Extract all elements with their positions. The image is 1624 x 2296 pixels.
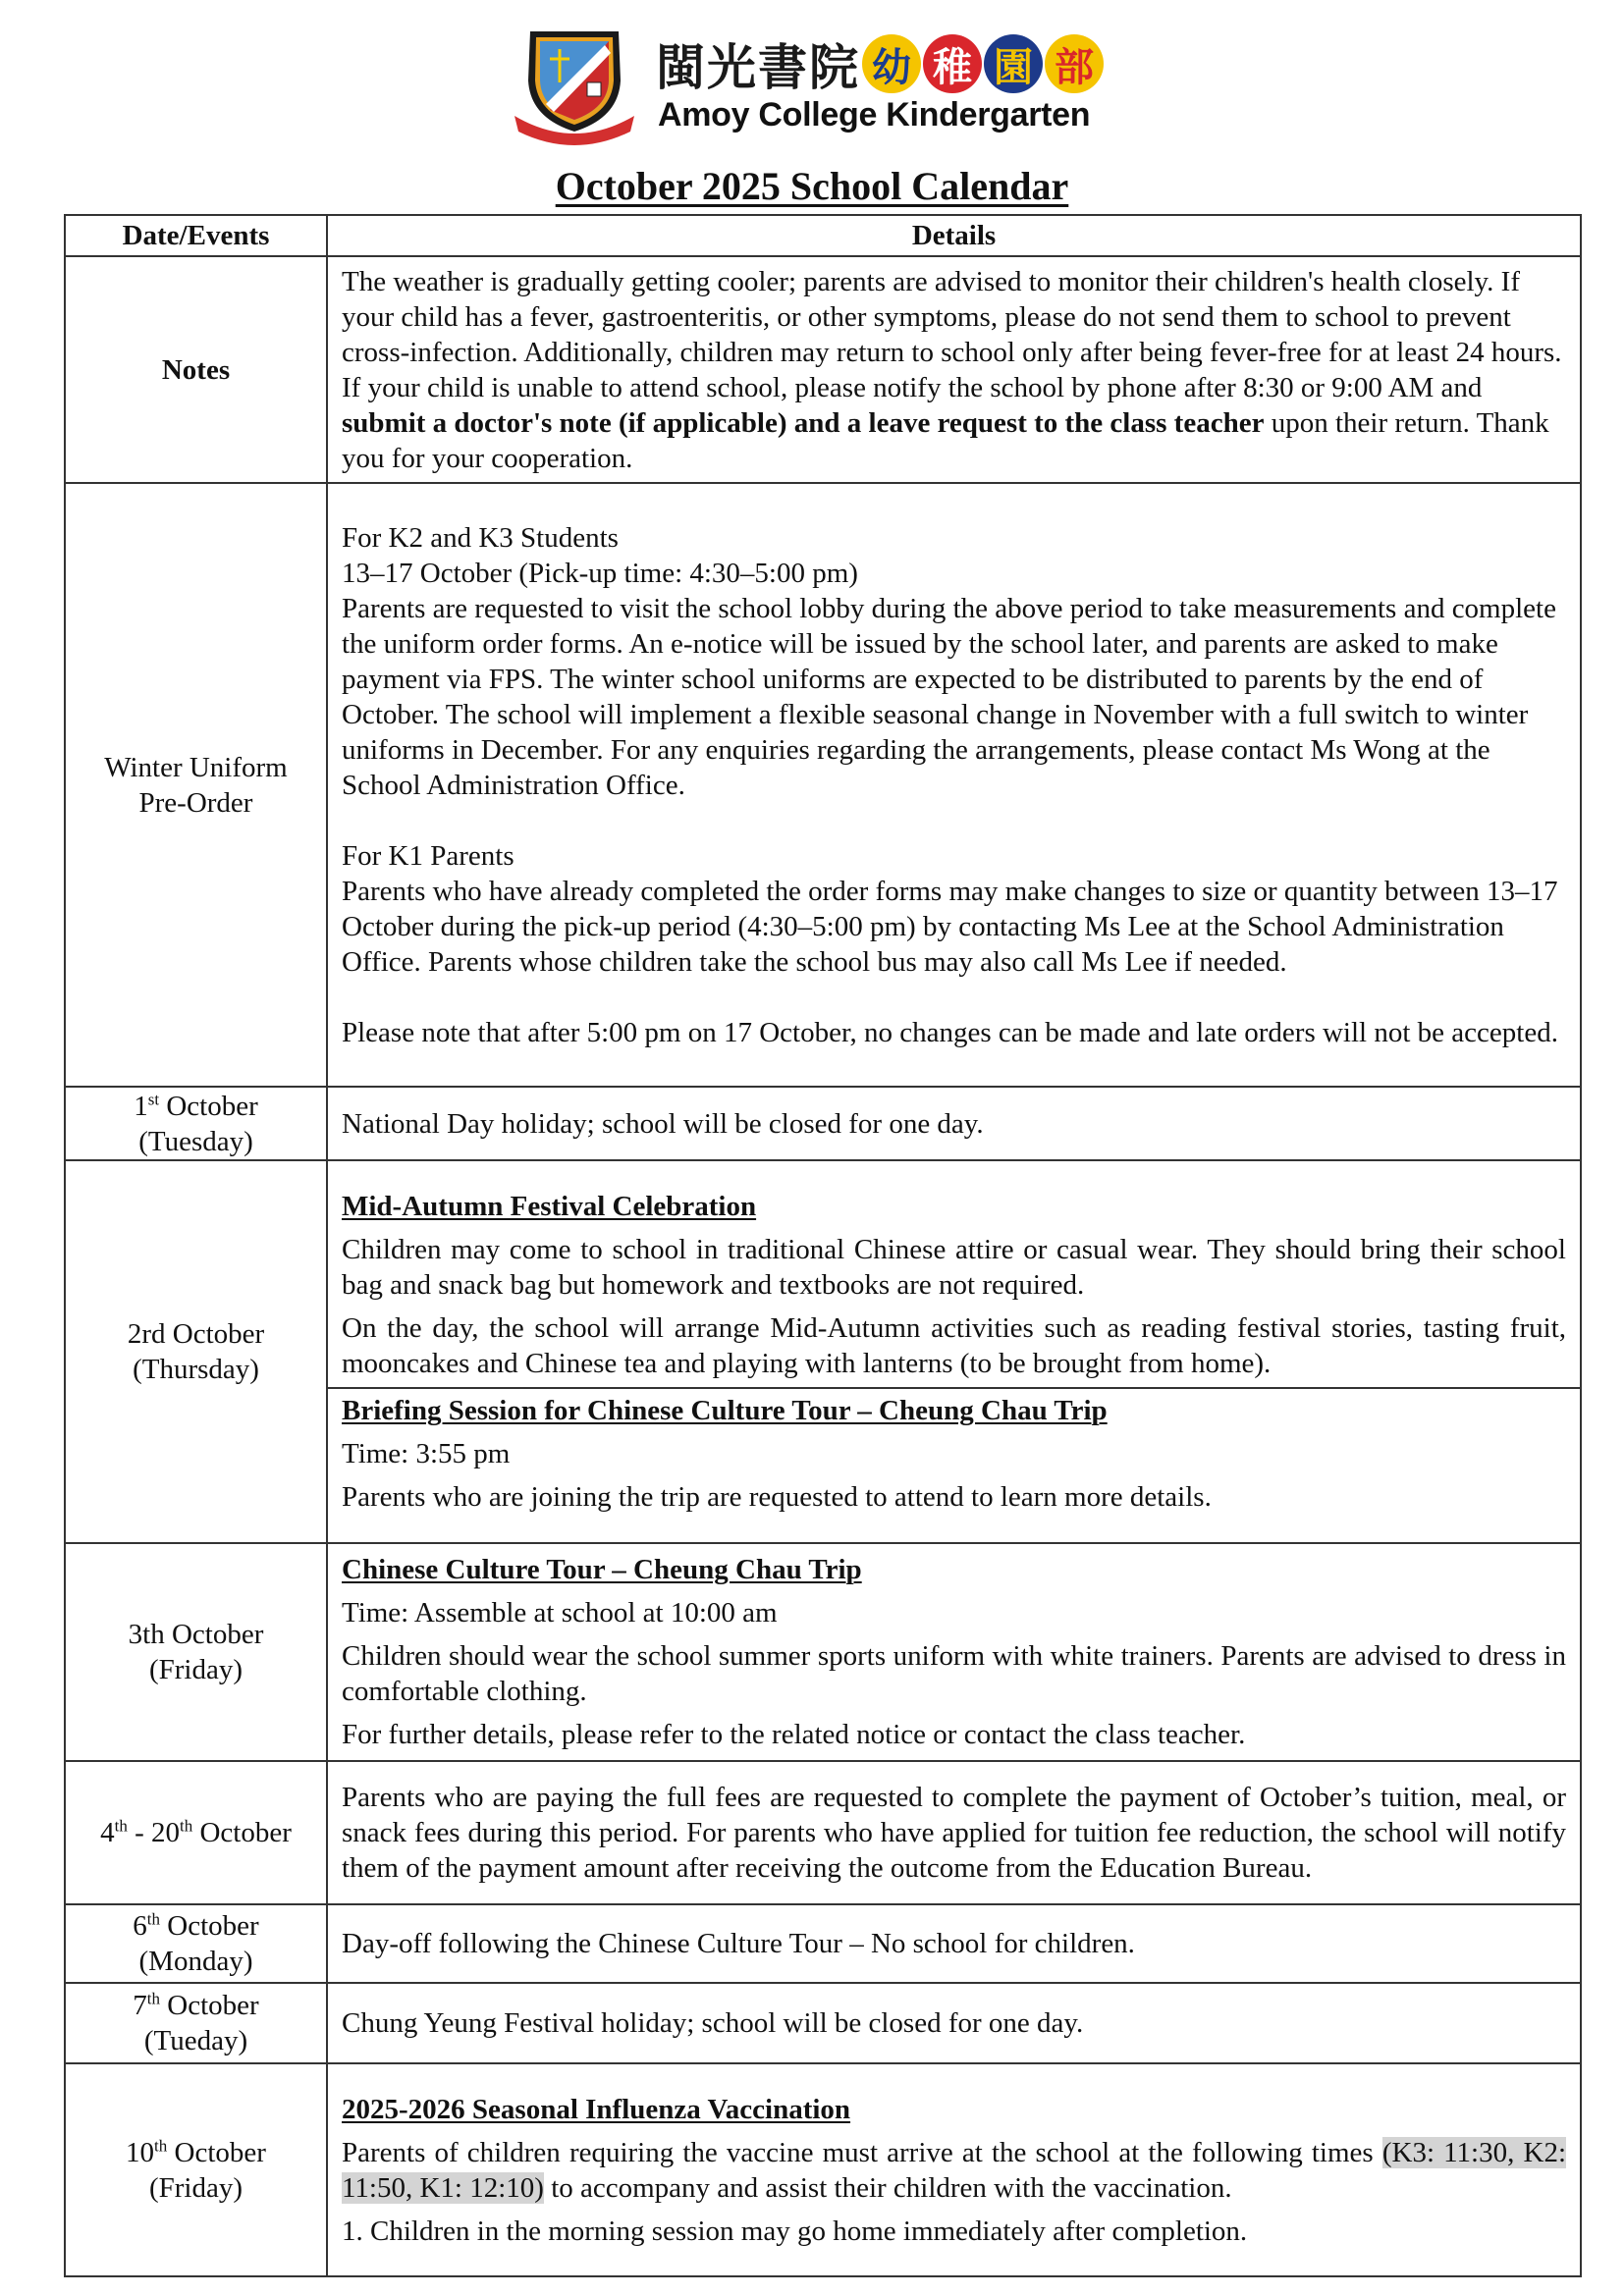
date-month: October xyxy=(160,1990,259,2021)
row-date xyxy=(65,1160,327,1543)
table-header-row xyxy=(65,215,1581,256)
k2-k3-heading: For K2 and K3 Students xyxy=(342,521,619,554)
k1-heading: For K1 Parents xyxy=(342,839,514,872)
logo-badge-2: 稚 xyxy=(923,34,982,93)
table-row-oct-2 xyxy=(65,1160,1581,1543)
notes-bold-text: submit a doctor's note (if applicable) and a leave request to the class teacher xyxy=(342,406,1265,439)
table-row-oct-10 xyxy=(65,2063,1581,2276)
k2-k3-dates: 13–17 October (Pick-up time: 4:30–5:00 pm) xyxy=(342,557,858,589)
table-row-oct-1 xyxy=(65,1087,1581,1160)
date-line: Pre-Order xyxy=(138,786,253,819)
logo-chinese-name xyxy=(656,33,1104,94)
date-suffix: st xyxy=(147,1089,160,1108)
notes-text-end: upon their return. Thank you for your cooperation. xyxy=(342,406,1549,474)
row-details: Parents who are paying the full fees are requested to complete the payment of October’s tuition, meal, or snack fees during this period. For parents who have applied for tuition fee reduction, the school will notify them of the payment amount after receiving the outcome from the Education Bureau. xyxy=(327,1761,1581,1904)
event-title-briefing: Briefing Session for Chinese Culture Tour – Cheung Chau Trip xyxy=(342,1395,1108,1426)
k1-body: Parents who have already completed the order forms may make changes to size or quantity between 13–17 October during the pick-up period (4:30–5:00 pm) by contacting Ms Lee at the School Administration Office. Parents whose children take the school bus may also call Ms Lee if needed. xyxy=(342,875,1558,978)
row-details: Chung Yeung Festival holiday; school will be closed for one day. xyxy=(327,1983,1581,2063)
k2-k3-body: Parents are requested to visit the school lobby during the above period to take measurements and complete the uniform order forms. An e-notice will be issued by the school later, and parents are asked to make payment via FPS. The winter school uniforms are expected to be distributed to parents by the end of October. The school will implement a flexible seasonal change in November with a full switch to winter uniforms in December. For any enquiries regarding the arrangements, please contact Ms Wong at the School Administration Office. xyxy=(342,592,1556,801)
date-line: 3th October xyxy=(128,1619,264,1650)
date-month: October xyxy=(159,1090,258,1122)
logo-english-name: Amoy College Kindergarten xyxy=(658,96,1091,133)
date-day: 10 xyxy=(126,2136,155,2168)
notes-text: The weather is gradually getting cooler; parents are advised to monitor their children's health closely. If your child has a fever, gastroenteritis, or other symptoms, please do not send them to school to prevent cross-infection. Additionally, children may return to school only after being fever-free for at least 24 hours. If your child is unable to attend school, please notify the school by phone after 8:30 or 9:00 AM and xyxy=(342,265,1562,403)
logo-badge-4: 部 xyxy=(1045,34,1104,93)
event-paragraph: Children should wear the school summer sports uniform with white trainers. Parents are advised to dress in comfortable clothing. xyxy=(342,1640,1566,1707)
row-date xyxy=(65,1983,327,2063)
row-date xyxy=(65,1087,327,1160)
row-details: Day-off following the Chinese Culture Tour – No school for children. xyxy=(327,1904,1581,1983)
date-suffix: th xyxy=(154,2135,168,2155)
logo-badge-1: 幼 xyxy=(862,34,921,93)
row-details xyxy=(327,256,1581,483)
date-weekday: (Tueday) xyxy=(143,2025,248,2056)
event-title-culture-tour: Chinese Culture Tour – Cheung Chau Trip xyxy=(342,1554,862,1585)
table-row-oct-6 xyxy=(65,1904,1581,1983)
school-crest-icon xyxy=(511,22,638,147)
table-row-winter-uniform xyxy=(65,483,1581,1087)
event-title-vaccination: 2025-2026 Seasonal Influenza Vaccination xyxy=(342,2093,851,2125)
logo-chinese-text: 閩光書院 xyxy=(656,39,860,96)
date-separator: - xyxy=(127,1817,151,1848)
date-suffix: th xyxy=(146,1909,161,1929)
sub-event-briefing xyxy=(328,1387,1580,1515)
date-suffix: th xyxy=(146,1989,161,2008)
date-weekday: (Monday) xyxy=(138,1946,253,1977)
table-row-oct-7 xyxy=(65,1983,1581,2063)
paragraph-text: Parents of children requiring the vaccine must arrive at the school at the following times xyxy=(342,2136,1382,2168)
paragraph-text: to accompany and assist their children with the vaccination. xyxy=(543,2171,1232,2204)
row-date xyxy=(65,2063,327,2276)
row-details xyxy=(327,1160,1581,1543)
row-date xyxy=(65,483,327,1087)
page-title: October 2025 School Calendar xyxy=(555,164,1069,208)
date-month: October xyxy=(160,1910,259,1942)
logo-badge-3: 園 xyxy=(984,34,1043,93)
event-paragraph: For further details, please refer to the related notice or contact the class teacher. xyxy=(342,1719,1246,1750)
date-suffix: th xyxy=(180,1816,193,1836)
row-date xyxy=(65,1904,327,1983)
date-weekday: (Thursday) xyxy=(133,1354,259,1385)
column-header-date: Date/Events xyxy=(65,215,327,256)
event-paragraph: Children may come to school in traditional Chinese attire or casual wear. They should bring their school bag and snack bag but homework and textbooks are not required. xyxy=(342,1234,1566,1301)
row-details xyxy=(327,1543,1581,1761)
date-day: 4 xyxy=(100,1817,115,1848)
event-time: Time: Assemble at school at 10:00 am xyxy=(342,1597,778,1629)
table-row-notes xyxy=(65,256,1581,483)
date-line: 2rd October xyxy=(127,1318,265,1350)
date-day: 20 xyxy=(151,1817,180,1848)
event-title-mid-autumn: Mid-Autumn Festival Celebration xyxy=(342,1191,757,1222)
row-details xyxy=(327,2063,1581,2276)
date-day: 6 xyxy=(133,1910,147,1942)
row-date: Notes xyxy=(65,256,327,483)
date-weekday: (Friday) xyxy=(148,1654,244,1685)
event-paragraph: Parents who are joining the trip are requested to attend to learn more details. xyxy=(342,1481,1212,1513)
table-row-oct-4-20 xyxy=(65,1761,1581,1904)
row-details: National Day holiday; school will be closed for one day. xyxy=(327,1087,1581,1160)
date-weekday: (Tuesday) xyxy=(138,1125,253,1157)
event-time: Time: 3:55 pm xyxy=(342,1438,511,1469)
date-suffix: th xyxy=(114,1816,128,1836)
table-row-oct-3 xyxy=(65,1543,1581,1761)
highlighted-times: (K3: 11:30, K2: 11:50, K1: 12:10) xyxy=(342,2136,1566,2204)
column-header-details: Details xyxy=(327,215,1581,256)
date-weekday: (Friday) xyxy=(148,2171,244,2204)
date-month: October xyxy=(167,2136,266,2168)
calendar-table xyxy=(64,214,1582,2277)
row-details xyxy=(327,483,1581,1087)
event-paragraph xyxy=(342,2135,1566,2206)
event-paragraph: On the day, the school will arrange Mid-Autumn activities such as reading festival stories, tasting fruit, mooncakes and Chinese tea and playing with lanterns (to be brought from home). xyxy=(342,1312,1566,1379)
row-date xyxy=(65,1543,327,1761)
date-day: 7 xyxy=(133,1990,147,2021)
date-line: Winter Uniform xyxy=(104,751,288,783)
school-logo xyxy=(511,22,1119,147)
deadline-note: Please note that after 5:00 pm on 17 October, no changes can be made and late orders will not be accepted. xyxy=(342,1016,1558,1048)
date-day: 1 xyxy=(134,1090,148,1122)
date-month: October xyxy=(192,1817,292,1848)
event-paragraph: 1. Children in the morning session may go home immediately after completion. xyxy=(342,2215,1248,2247)
row-date xyxy=(65,1761,327,1904)
